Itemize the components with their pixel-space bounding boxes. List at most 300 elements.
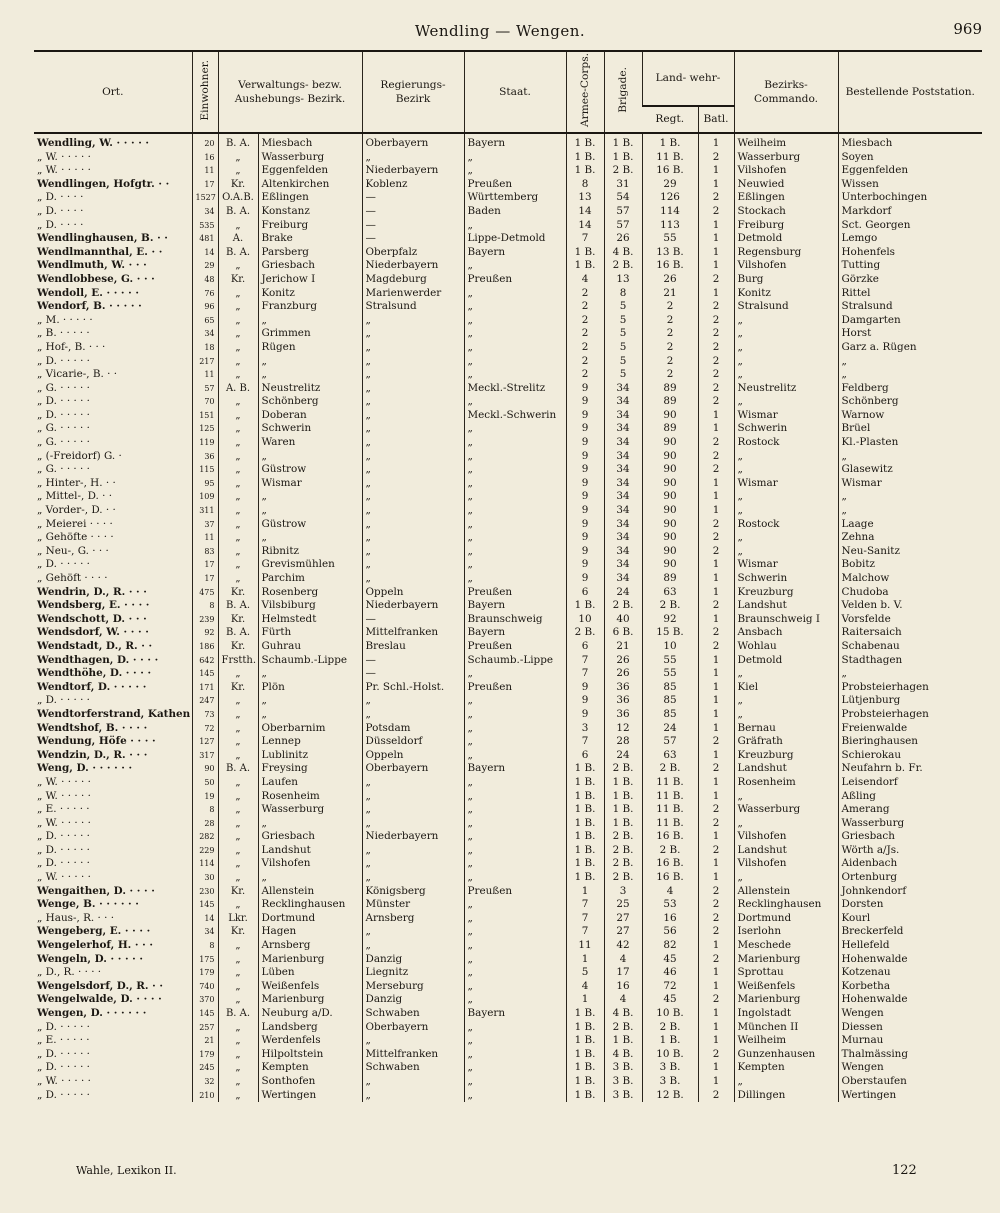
cell-ort: „ W. · · · · · [37, 789, 91, 802]
cell-armee-corps: 7 [566, 232, 604, 246]
cell-regierungsbezirk: „ [362, 844, 464, 858]
cell-landwehr-regt: 29 [642, 178, 698, 192]
cell-ort: „ G. · · · · · [37, 381, 90, 394]
cell-armee-corps: 5 [566, 966, 604, 980]
cell-poststation: Glasewitz [838, 463, 982, 477]
cell-bezirks-commando: Meschede [734, 939, 838, 953]
table-row [34, 531, 982, 545]
cell-brigade: 3 B. [604, 1061, 642, 1075]
cell-regierungsbezirk: — [362, 205, 464, 219]
cell-landwehr-regt: 90 [642, 545, 698, 559]
cell-ort: „ D. · · · · · [37, 830, 90, 843]
cell-landwehr-regt: 4 [642, 885, 698, 899]
cell-verwaltungsbezirk: Wertingen [258, 1089, 362, 1103]
cell-ort: Wendtorferstrand, Kathen [37, 707, 191, 720]
cell-verwaltungsbezirk: Hilpoltstein [258, 1048, 362, 1062]
col-header-batl: Batl. [698, 106, 734, 133]
cell-einwohner: 70 [192, 395, 218, 409]
cell-ort: Wendlobbese, G. · · · [37, 272, 155, 285]
cell-bezirks-commando: Kiel [734, 681, 838, 695]
cell-verwaltungsbezirk: Marienburg [258, 993, 362, 1007]
cell-ort: „ B. · · · · · [37, 327, 90, 340]
cell-brigade: 27 [604, 925, 642, 939]
cell-einwohner: 171 [192, 681, 218, 695]
cell-einwohner: 34 [192, 925, 218, 939]
cell-bezirks-commando: Wismar [734, 477, 838, 491]
cell-landwehr-batl: 1 [698, 1021, 734, 1035]
cell-armee-corps: 4 [566, 980, 604, 994]
cell-verwaltungstyp: B. A. [218, 1007, 258, 1021]
cell-landwehr-regt: 15 B. [642, 626, 698, 640]
cell-brigade: 2 B. [604, 599, 642, 613]
cell-landwehr-regt: 10 [642, 640, 698, 654]
cell-poststation: Griesbach [838, 830, 982, 844]
cell-armee-corps: 1 B. [566, 1061, 604, 1075]
cell-bezirks-commando: „ [734, 817, 838, 831]
cell-brigade: 2 B. [604, 857, 642, 871]
cell-verwaltungsbezirk: Lüben [258, 966, 362, 980]
cell-staat: „ [464, 422, 566, 436]
cell-landwehr-regt: 90 [642, 490, 698, 504]
cell-ort: „ D. · · · · · [37, 1020, 90, 1033]
cell-regierungsbezirk: Düsseldorf [362, 735, 464, 749]
cell-landwehr-regt: 16 B. [642, 830, 698, 844]
cell-staat: „ [464, 667, 566, 681]
cell-regierungsbezirk: Königsberg [362, 885, 464, 899]
table-row [34, 654, 982, 668]
table-row [34, 939, 982, 953]
cell-staat: „ [464, 708, 566, 722]
cell-landwehr-batl: 1 [698, 164, 734, 178]
cell-verwaltungstyp: Kr. [218, 681, 258, 695]
cell-verwaltungsbezirk: Helmstedt [258, 613, 362, 627]
cell-landwehr-regt: 3 B. [642, 1075, 698, 1089]
table-row [34, 708, 982, 722]
cell-landwehr-batl: 2 [698, 626, 734, 640]
cell-staat: Meckl.-Schwerin [464, 409, 566, 423]
cell-bezirks-commando: Wasserburg [734, 151, 838, 165]
cell-verwaltungstyp: Kr. [218, 613, 258, 627]
cell-landwehr-regt: 90 [642, 504, 698, 518]
cell-verwaltungstyp: Kr. [218, 273, 258, 287]
cell-brigade: 4 B. [604, 246, 642, 260]
cell-verwaltungstyp: „ [218, 490, 258, 504]
cell-armee-corps: 11 [566, 939, 604, 953]
cell-armee-corps: 9 [566, 572, 604, 586]
cell-poststation: Vorsfelde [838, 613, 982, 627]
cell-brigade: 42 [604, 939, 642, 953]
cell-ort: „ Haus-, R. · · · [37, 911, 115, 924]
cell-staat: „ [464, 572, 566, 586]
cell-bezirks-commando: Landshut [734, 599, 838, 613]
cell-ort: Wengen, D. · · · · · · [37, 1007, 147, 1020]
cell-einwohner: 210 [192, 1089, 218, 1103]
cell-landwehr-regt: 90 [642, 558, 698, 572]
cell-verwaltungsbezirk: Parsberg [258, 246, 362, 260]
cell-landwehr-batl: 2 [698, 151, 734, 165]
cell-staat: „ [464, 790, 566, 804]
cell-verwaltungsbezirk: Rügen [258, 341, 362, 355]
cell-ort: „ Vicarie-, B. · · [37, 368, 118, 381]
cell-landwehr-batl: 2 [698, 844, 734, 858]
col-header-armee: Armee-Corps. [566, 51, 604, 133]
cell-ort: Wendoll, E. · · · · · [37, 286, 140, 299]
cell-landwehr-batl: 1 [698, 1075, 734, 1089]
table-row [34, 830, 982, 844]
cell-armee-corps: 1 B. [566, 1034, 604, 1048]
cell-landwehr-batl: 1 [698, 708, 734, 722]
cell-einwohner: 8 [192, 939, 218, 953]
cell-staat: „ [464, 925, 566, 939]
cell-bezirks-commando: Allenstein [734, 885, 838, 899]
cell-bezirks-commando: Kempten [734, 1061, 838, 1075]
cell-armee-corps: 13 [566, 191, 604, 205]
cell-staat: Preußen [464, 178, 566, 192]
cell-ort: Wengelerhof, H. · · · [37, 939, 153, 952]
cell-bezirks-commando: „ [734, 531, 838, 545]
cell-verwaltungstyp: „ [218, 844, 258, 858]
cell-staat: Braunschweig [464, 613, 566, 627]
cell-landwehr-regt: 85 [642, 681, 698, 695]
cell-ort: „ D., R. · · · · [37, 966, 102, 979]
cell-verwaltungsbezirk: Guhrau [258, 640, 362, 654]
cell-brigade: 34 [604, 395, 642, 409]
cell-landwehr-regt: 90 [642, 518, 698, 532]
cell-verwaltungsbezirk: Arnsberg [258, 939, 362, 953]
cell-regierungsbezirk: „ [362, 790, 464, 804]
cell-landwehr-regt: 2 [642, 341, 698, 355]
cell-armee-corps: 9 [566, 382, 604, 396]
cell-regierungsbezirk: „ [362, 857, 464, 871]
cell-landwehr-regt: 2 B. [642, 599, 698, 613]
table-row [34, 368, 982, 382]
cell-ort: „ D. · · · · · [37, 1061, 90, 1074]
table-row [34, 898, 982, 912]
cell-regierungsbezirk: Marienwerder [362, 287, 464, 301]
cell-verwaltungstyp: „ [218, 790, 258, 804]
cell-regierungsbezirk: „ [362, 314, 464, 328]
cell-brigade: 1 B. [604, 151, 642, 165]
cell-landwehr-batl: 2 [698, 898, 734, 912]
cell-ort: Wenge, B. · · · · · · [37, 898, 139, 911]
cell-poststation: Kourl [838, 912, 982, 926]
cell-bezirks-commando: Schwerin [734, 422, 838, 436]
cell-ort: „ Mittel-, D. · · [37, 490, 113, 503]
cell-verwaltungstyp: „ [218, 749, 258, 763]
cell-verwaltungsbezirk: Eggenfelden [258, 164, 362, 178]
cell-bezirks-commando: Iserlohn [734, 925, 838, 939]
table-row [34, 246, 982, 260]
cell-bezirks-commando: Vilshofen [734, 830, 838, 844]
cell-poststation: Neufahrn b. Fr. [838, 762, 982, 776]
cell-staat: Schaumb.-Lippe [464, 654, 566, 668]
cell-einwohner: 19 [192, 790, 218, 804]
cell-verwaltungsbezirk: „ [258, 450, 362, 464]
cell-verwaltungsbezirk: Vilshofen [258, 857, 362, 871]
cell-ort: „ W. · · · · · [37, 164, 91, 177]
cell-landwehr-batl: 2 [698, 355, 734, 369]
cell-staat: „ [464, 1089, 566, 1103]
cell-brigade: 1 B. [604, 803, 642, 817]
cell-armee-corps: 9 [566, 545, 604, 559]
cell-verwaltungstyp: „ [218, 1089, 258, 1103]
cell-regierungsbezirk: Stralsund [362, 300, 464, 314]
cell-bezirks-commando: München II [734, 1021, 838, 1035]
cell-verwaltungsbezirk: Vilsbiburg [258, 599, 362, 613]
cell-landwehr-regt: 11 B. [642, 151, 698, 165]
cell-landwehr-batl: 1 [698, 477, 734, 491]
cell-poststation: Horst [838, 327, 982, 341]
cell-ort: „ D. · · · · [37, 218, 84, 231]
cell-armee-corps: 7 [566, 667, 604, 681]
cell-landwehr-regt: 85 [642, 694, 698, 708]
cell-verwaltungstyp: „ [218, 477, 258, 491]
cell-armee-corps: 1 B. [566, 151, 604, 165]
cell-staat: Bayern [464, 626, 566, 640]
cell-verwaltungstyp: „ [218, 341, 258, 355]
cell-einwohner: 311 [192, 504, 218, 518]
cell-brigade: 34 [604, 409, 642, 423]
cell-regierungsbezirk: „ [362, 776, 464, 790]
cell-armee-corps: 9 [566, 708, 604, 722]
cell-ort: „ Hof-, B. · · · [37, 340, 106, 353]
cell-staat: „ [464, 355, 566, 369]
cell-bezirks-commando: Stockach [734, 205, 838, 219]
table-row [34, 518, 982, 532]
cell-landwehr-regt: 90 [642, 436, 698, 450]
cell-bezirks-commando: „ [734, 395, 838, 409]
cell-verwaltungstyp: „ [218, 572, 258, 586]
cell-verwaltungsbezirk: Dortmund [258, 912, 362, 926]
cell-ort: „ D. · · · · · [37, 395, 90, 408]
cell-poststation: Dorsten [838, 898, 982, 912]
cell-armee-corps: 7 [566, 654, 604, 668]
cell-poststation: Leisendorf [838, 776, 982, 790]
cell-einwohner: 317 [192, 749, 218, 763]
table-row [34, 545, 982, 559]
cell-landwehr-regt: 45 [642, 953, 698, 967]
cell-landwehr-batl: 2 [698, 735, 734, 749]
cell-verwaltungstyp: „ [218, 436, 258, 450]
cell-ort: Wendlinghausen, B. · · [37, 232, 168, 245]
cell-staat: Preußen [464, 586, 566, 600]
cell-poststation: Garz a. Rügen [838, 341, 982, 355]
cell-bezirks-commando: Stralsund [734, 300, 838, 314]
cell-poststation: Johnkendorf [838, 885, 982, 899]
cell-poststation: Probsteierhagen [838, 708, 982, 722]
cell-staat: „ [464, 749, 566, 763]
cell-regierungsbezirk: „ [362, 395, 464, 409]
cell-armee-corps: 9 [566, 409, 604, 423]
cell-brigade: 34 [604, 382, 642, 396]
cell-brigade: 34 [604, 545, 642, 559]
cell-verwaltungstyp: Kr. [218, 640, 258, 654]
cell-landwehr-batl: 2 [698, 1089, 734, 1103]
cell-armee-corps: 1 [566, 993, 604, 1007]
cell-regierungsbezirk: „ [362, 477, 464, 491]
cell-regierungsbezirk: „ [362, 572, 464, 586]
cell-einwohner: 34 [192, 327, 218, 341]
cell-poststation: Zehna [838, 531, 982, 545]
cell-poststation: Markdorf [838, 205, 982, 219]
cell-ort: Wendsdorf, W. · · · · [37, 626, 149, 639]
table-row [34, 133, 982, 151]
cell-verwaltungsbezirk: Schönberg [258, 395, 362, 409]
cell-regierungsbezirk: Arnsberg [362, 912, 464, 926]
cell-einwohner: 115 [192, 463, 218, 477]
cell-brigade: 13 [604, 273, 642, 287]
cell-regierungsbezirk: Niederbayern [362, 599, 464, 613]
cell-landwehr-regt: 10 B. [642, 1048, 698, 1062]
cell-verwaltungsbezirk: „ [258, 667, 362, 681]
cell-verwaltungstyp: „ [218, 259, 258, 273]
table-row [34, 191, 982, 205]
cell-ort: Wengaithen, D. · · · · [37, 884, 155, 897]
table-row [34, 817, 982, 831]
cell-landwehr-regt: 114 [642, 205, 698, 219]
cell-ort: Wendthagen, D. · · · · [37, 653, 159, 666]
cell-regierungsbezirk: „ [362, 518, 464, 532]
cell-brigade: 3 B. [604, 1089, 642, 1103]
cell-staat: „ [464, 830, 566, 844]
cell-poststation: Ortenburg [838, 871, 982, 885]
cell-brigade: 5 [604, 368, 642, 382]
cell-brigade: 36 [604, 708, 642, 722]
cell-einwohner: 247 [192, 694, 218, 708]
table-row [34, 885, 982, 899]
cell-verwaltungsbezirk: Werdenfels [258, 1034, 362, 1048]
cell-staat: „ [464, 518, 566, 532]
cell-ort: „ E. · · · · · [37, 803, 90, 816]
cell-armee-corps: 9 [566, 531, 604, 545]
cell-verwaltungstyp: „ [218, 531, 258, 545]
col-header-brigade: Brigade. [604, 51, 642, 133]
cell-landwehr-regt: 56 [642, 925, 698, 939]
cell-verwaltungstyp: „ [218, 694, 258, 708]
cell-verwaltungsbezirk: Konitz [258, 287, 362, 301]
cell-bezirks-commando: „ [734, 694, 838, 708]
cell-landwehr-batl: 1 [698, 178, 734, 192]
cell-bezirks-commando: Landshut [734, 762, 838, 776]
cell-bezirks-commando: Kreuzburg [734, 586, 838, 600]
cell-brigade: 26 [604, 667, 642, 681]
cell-brigade: 3 B. [604, 1075, 642, 1089]
cell-landwehr-batl: 1 [698, 422, 734, 436]
cell-poststation: Damgarten [838, 314, 982, 328]
cell-staat: „ [464, 327, 566, 341]
cell-einwohner: 96 [192, 300, 218, 314]
cell-regierungsbezirk: Oberbayern [362, 1021, 464, 1035]
cell-verwaltungstyp: „ [218, 857, 258, 871]
cell-brigade: 4 B. [604, 1007, 642, 1021]
col-header-ort: Ort. [34, 51, 192, 133]
cell-verwaltungstyp: B. A. [218, 246, 258, 260]
cell-landwehr-batl: 1 [698, 681, 734, 695]
cell-einwohner: 17 [192, 178, 218, 192]
cell-landwehr-batl: 1 [698, 790, 734, 804]
cell-verwaltungstyp: A. [218, 232, 258, 246]
cell-staat: „ [464, 871, 566, 885]
table-row [34, 382, 982, 396]
cell-poststation: Miesbach [838, 133, 982, 151]
cell-verwaltungsbezirk: Weißenfels [258, 980, 362, 994]
cell-regierungsbezirk: — [362, 667, 464, 681]
table-row [34, 477, 982, 491]
table-row [34, 259, 982, 273]
table-row [34, 1048, 982, 1062]
cell-ort: „ W. · · · · · [37, 816, 91, 829]
cell-brigade: 34 [604, 504, 642, 518]
cell-bezirks-commando: Dillingen [734, 1089, 838, 1103]
table-row [34, 993, 982, 1007]
table-row [34, 599, 982, 613]
cell-ort: Wendling, W. · · · · · [37, 137, 150, 150]
cell-poststation: „ [838, 667, 982, 681]
cell-regierungsbezirk: „ [362, 382, 464, 396]
cell-einwohner: 30 [192, 871, 218, 885]
cell-verwaltungstyp: „ [218, 980, 258, 994]
cell-brigade: 40 [604, 613, 642, 627]
cell-landwehr-batl: 2 [698, 450, 734, 464]
cell-brigade: 34 [604, 490, 642, 504]
table-row [34, 681, 982, 695]
table-row [34, 1061, 982, 1075]
cell-staat: „ [464, 395, 566, 409]
cell-regierungsbezirk: „ [362, 409, 464, 423]
cell-verwaltungstyp: „ [218, 164, 258, 178]
cell-bezirks-commando: Neuwied [734, 178, 838, 192]
cell-bezirks-commando: „ [734, 790, 838, 804]
cell-einwohner: 20 [192, 133, 218, 151]
cell-landwehr-batl: 2 [698, 912, 734, 926]
cell-poststation: Bobitz [838, 558, 982, 572]
cell-landwehr-batl: 2 [698, 640, 734, 654]
cell-landwehr-regt: 1 B. [642, 133, 698, 151]
cell-poststation: „ [838, 368, 982, 382]
cell-verwaltungstyp: „ [218, 395, 258, 409]
cell-ort: „ D. · · · · · [37, 694, 90, 707]
cell-einwohner: 151 [192, 409, 218, 423]
cell-armee-corps: 10 [566, 613, 604, 627]
cell-einwohner: 282 [192, 830, 218, 844]
cell-armee-corps: 1 B. [566, 1007, 604, 1021]
cell-landwehr-regt: 55 [642, 654, 698, 668]
cell-einwohner: 481 [192, 232, 218, 246]
cell-bezirks-commando: „ [734, 545, 838, 559]
cell-armee-corps: 9 [566, 694, 604, 708]
table-row [34, 205, 982, 219]
table-row [34, 871, 982, 885]
cell-poststation: Wengen [838, 1061, 982, 1075]
cell-verwaltungsbezirk: Sonthofen [258, 1075, 362, 1089]
cell-verwaltungstyp: A. B. [218, 382, 258, 396]
cell-poststation: Wissen [838, 178, 982, 192]
cell-brigade: 24 [604, 749, 642, 763]
cell-verwaltungstyp: „ [218, 368, 258, 382]
cell-armee-corps: 1 B. [566, 1089, 604, 1103]
cell-armee-corps: 1 B. [566, 803, 604, 817]
cell-einwohner: 642 [192, 654, 218, 668]
cell-verwaltungsbezirk: Laufen [258, 776, 362, 790]
cell-ort: Weng, D. · · · · · · [37, 762, 133, 775]
cell-brigade: 4 B. [604, 1048, 642, 1062]
cell-ort: „ W. · · · · · [37, 871, 91, 884]
cell-einwohner: 127 [192, 735, 218, 749]
table-row [34, 409, 982, 423]
cell-armee-corps: 1 B. [566, 776, 604, 790]
cell-bezirks-commando: Sprottau [734, 966, 838, 980]
cell-staat: „ [464, 803, 566, 817]
